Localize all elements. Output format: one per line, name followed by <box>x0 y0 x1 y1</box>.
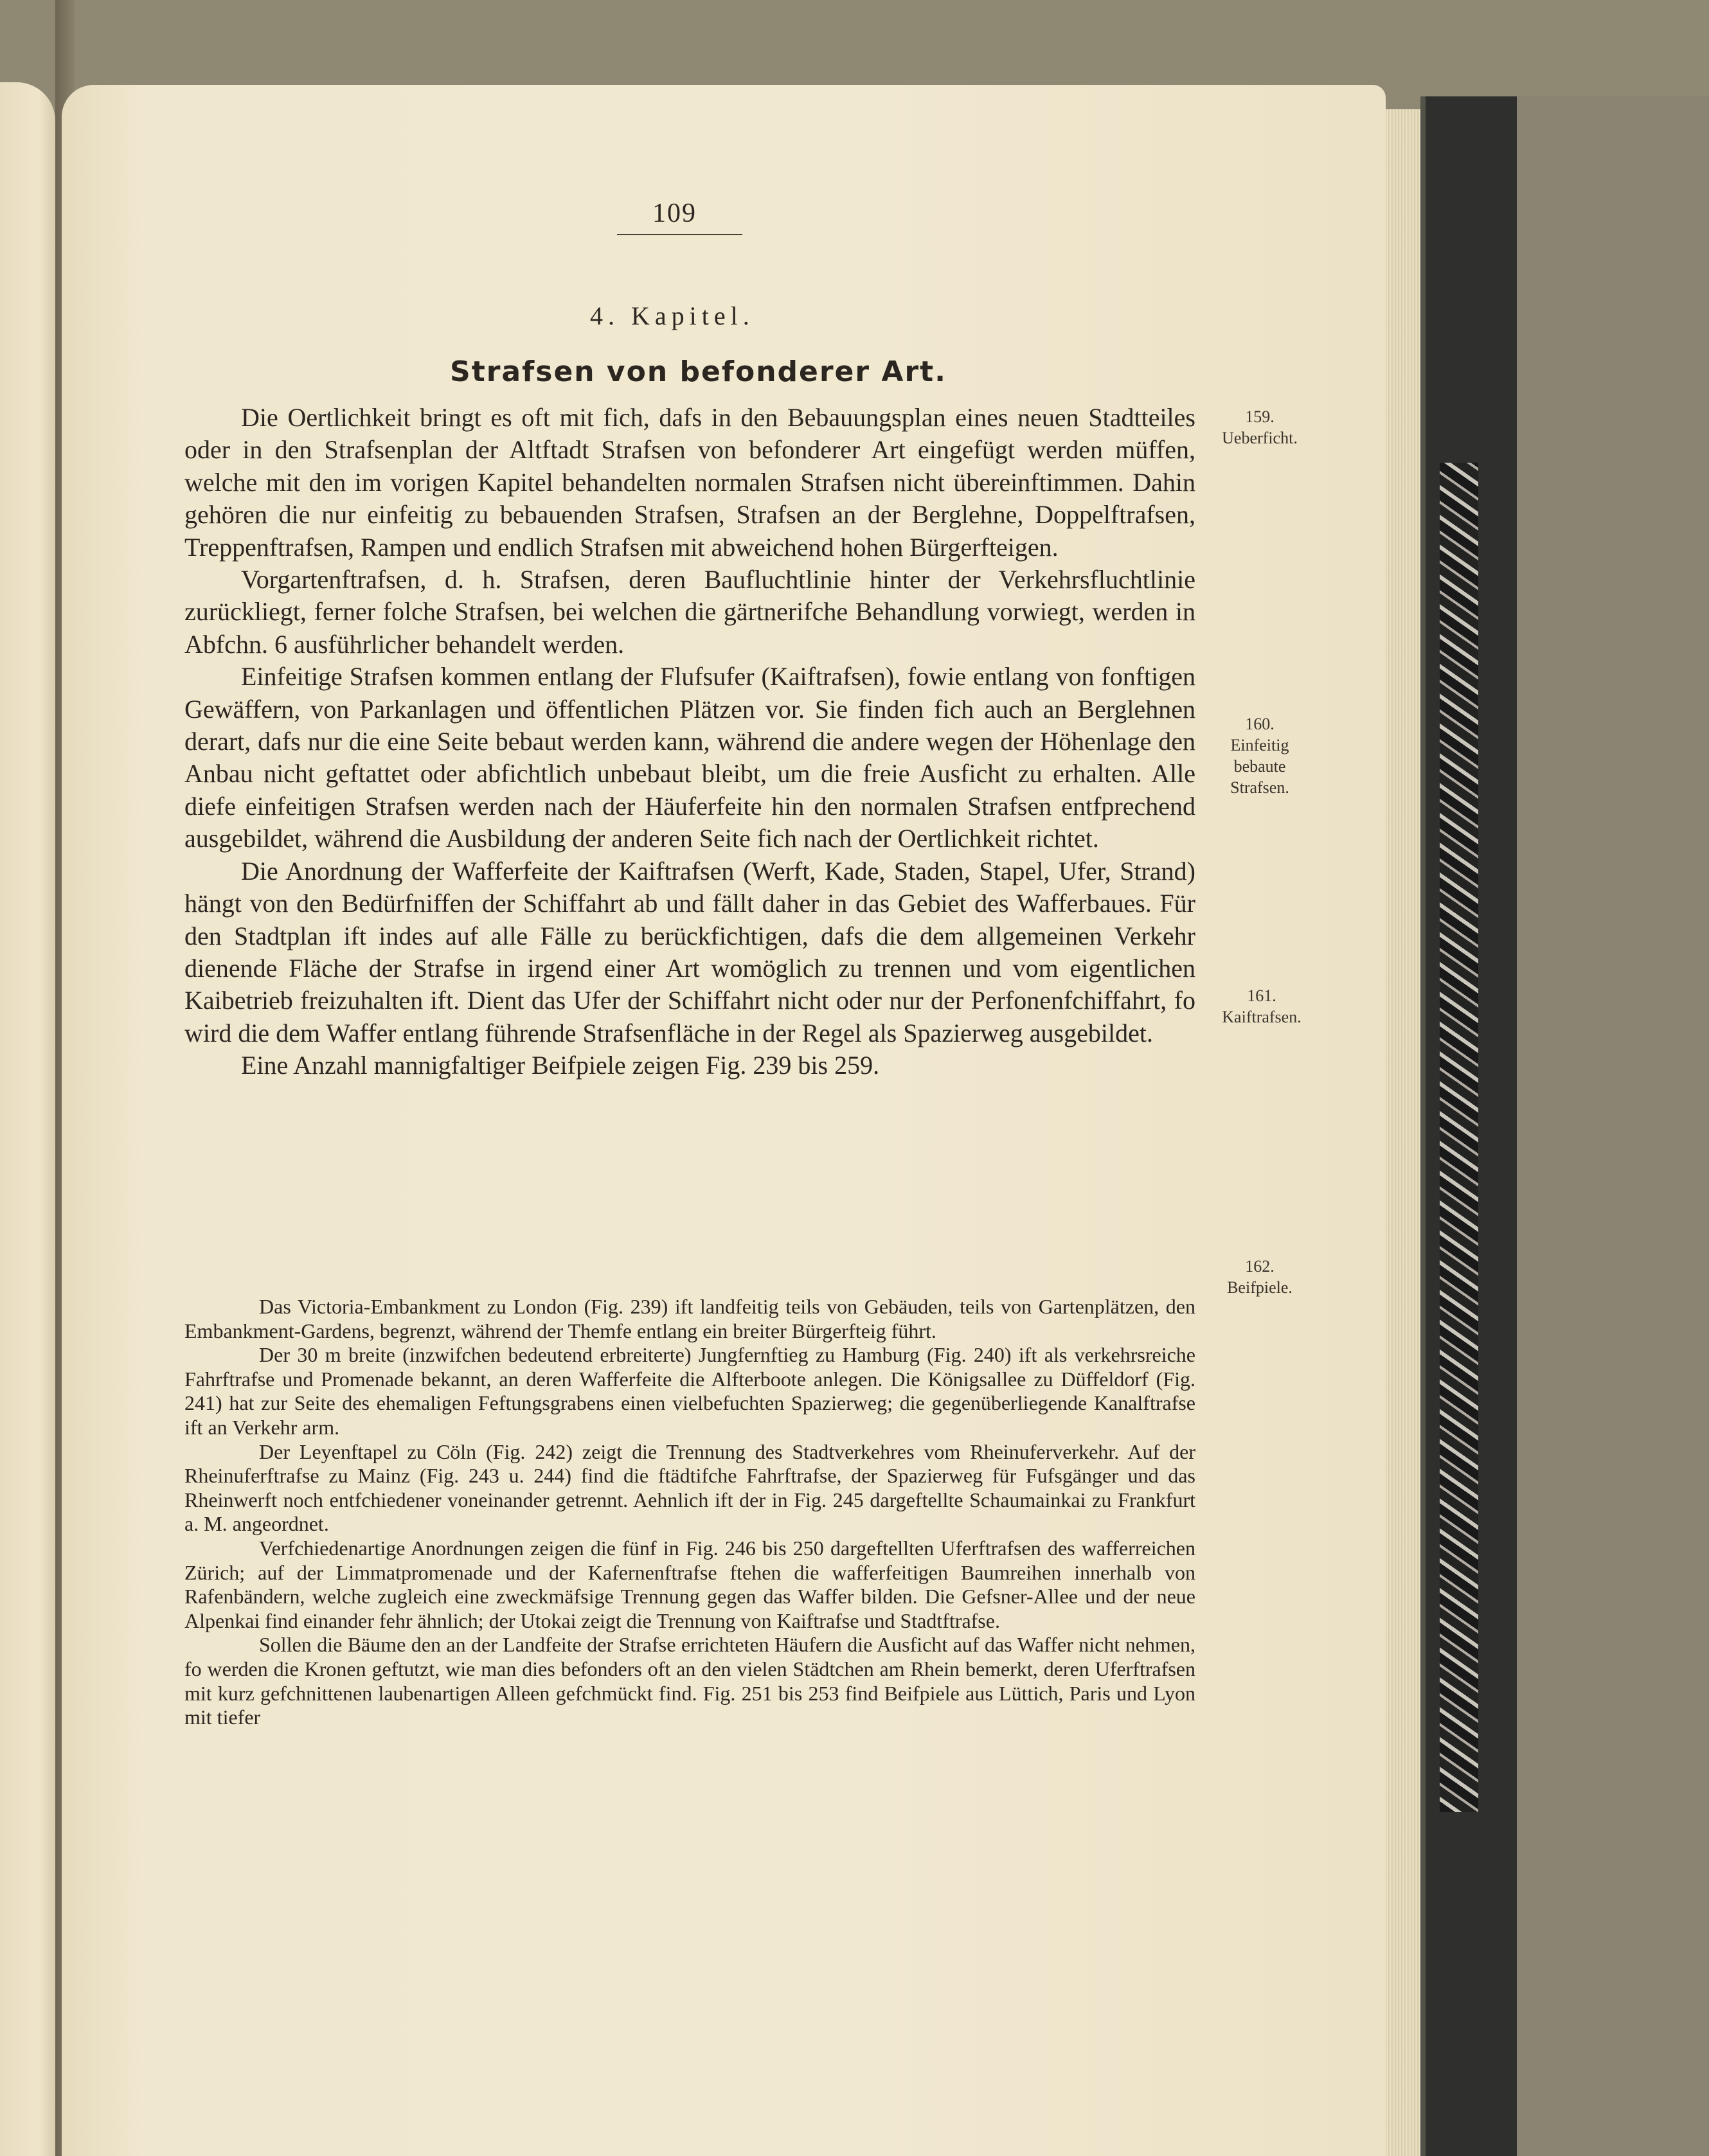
margin-note-label: Beifpiele. <box>1227 1278 1293 1297</box>
paragraph-overview: Die Oertlichkeit bringt es oft mit fich, dafs in den Bebauungsplan eines neuen Stadtteiles oder in den Strafsenplan der Altftadt Strafsen von befonderer Art eingefügt werden müffen, welche mit den im vorigen Kapitel behandelten normalen Strafsen nicht übereinftimmen. Dahin gehören die nur einfeitig zu bebauenden Strafsen, Strafsen an der Berglehne, Doppelftrafsen, Treppenftrafsen, Rampen und endlich Strafsen mit abweichend hohen Bürgerfteigen. <box>184 403 1195 562</box>
margin-note-161 <box>1188 985 1336 1028</box>
margin-note-number: 162. <box>1245 1257 1275 1276</box>
small-paragraph-coeln: Der Leyenftapel zu Cöln (Fig. 242) zeigt die Trennung des Stadtverkehres vom Rheinuferverkehr. Auf der Rheinuferftrafse zu Mainz (Fig. 243 u. 244) find die ftädtifche Fahrftrafse, der Spazierweg für Fufsgänger und das Rheinwerft noch entfchiedener voneinander getrennt. Aehnlich ift der in Fig. 245 dargeftellte Schaumainkai zu Frankfurt a. M. angeordnet. <box>184 1439 1195 1536</box>
paragraph-kaistrassen: Die Anordnung der Wafferfeite der Kaiftrafsen (Werft, Kade, Staden, Stapel, Ufer, Strand) hängt von den Bedürfniffen der Schiffahrt ab und fällt daher in das Gebiet des Wafferbaues. Für den Stadtplan ift indes auf alle Fälle zu berückfichtigen, dafs die dem allgemeinen Verkehr dienende Fläche der Strafse in irgend einer Art womöglich zu trennen und vom eigentlichen Kaibetrieb freizuhalten ift. Dient das Ufer der Schiffahrt nicht oder nur der Perfonenfchiffahrt, fo wird die dem Waffer entlang führende Strafsenfläche in der Regel als Spazierweg ausgebildet. <box>184 856 1195 1047</box>
small-paragraph-baeume: Sollen die Bäume den an der Landfeite der Strafse errichteten Häufern die Ausficht auf das Waffer nicht nehmen, fo werden die Kronen geftutzt, wie man dies befonders oft an den vielen Städtchen am Rhein bemerkt, deren Uferftrafsen mit kurz gefchnittenen laubenartigen Alleen gefchmückt find. Fig. 251 bis 253 find Beifpiele aus Lüttich, Paris und Lyon mit tiefer <box>184 1633 1195 1729</box>
margin-note-number: 159. <box>1245 407 1275 426</box>
margin-note-160 <box>1218 713 1302 798</box>
marbled-cover-edge <box>1440 463 1478 1812</box>
left-page-edge <box>0 82 55 2156</box>
margin-note-159 <box>1195 406 1324 449</box>
margin-note-label: Ueberficht. <box>1222 429 1298 447</box>
page-edges <box>1386 109 1424 2156</box>
small-paragraph-hamburg: Der 30 m breite (inzwifchen bedeutend erbreiterte) Jungfernftieg zu Hamburg (Fig. 240) ift als verkehrsreiche Fahrftrafse und Promenade bekannt, an deren Wafferfeite die Alfterboote anlegen. Die Königsallee zu Düffeldorf (Fig. 241) hat zur Seite des ehemaligen Feftungsgrabens einen vielbefuchten Spazierweg; die gegenüberliegende Kanalftrafse ift an Verkehr arm. <box>184 1343 1195 1439</box>
paragraph-vorgarten: Vorgartenftrafsen, d. h. Strafsen, deren Baufluchtlinie hinter der Verkehrsfluchtlinie zurückliegt, ferner folche Strafsen, bei welchen die gärtnerifche Behandlung vorwiegt, werden in Abfchn. 6 ausführlicher behandelt werden. <box>184 565 1195 659</box>
body-text <box>184 402 1195 1082</box>
paragraph-einseitig: Einfeitige Strafsen kommen entlang der Flufsufer (Kaiftrafsen), fowie entlang von fonftigen Gewäffern, von Parkanlagen und öffentlichen Plätzen vor. Sie finden fich auch an Berglehnen derart, dafs nur die eine Seite bebaut werden kann, während die andere wegen der Höhenlage den Anbau nicht geftattet oder abfichtlich unbebaut bleibt, um die freie Ausficht zu erhalten. Alle diefe einfeitigen Strafsen werden nach der Häuferfeite hin den normalen Strafsen entfprechend ausgebildet, während die Ausbildung der anderen Seite fich nach der Oertlichkeit richtet. <box>184 662 1195 853</box>
page-number-rule <box>617 234 742 235</box>
margin-note-number: 160. <box>1245 715 1275 733</box>
chapter-heading: 4. Kapitel. <box>590 301 755 330</box>
margin-note-label: Einfeitig bebaute Strafsen. <box>1230 736 1289 797</box>
small-print-text <box>184 1295 1195 1730</box>
paragraph-beispiele: Eine Anzahl mannigfaltiger Beifpiele zeigen Fig. 239 bis 259. <box>241 1051 880 1080</box>
margin-note-number: 161. <box>1247 986 1276 1005</box>
small-paragraph-zuerich: Verfchiedenartige Anordnungen zeigen die fünf in Fig. 246 bis 250 dargeftellten Uferftrafsen des wafferreichen Zürich; auf der Limmatpromenade und der Kafernenftrafse ftehen die wafferfeitigen Baumreihen innerhalb von Rafenbändern, welche zugleich eine zweckmäfsige Trennung gegen das Waffer bilden. Die Gefsner-Allee und der neue Alpenkai find einander fehr ähnlich; der Utokai zeigt die Trennung von Kaiftrafse und Stadtftrafse. <box>184 1536 1195 1632</box>
small-paragraph-london: Das Victoria-Embankment zu London (Fig. 239) ift landfeitig teils von Gebäuden, teils von Gartenplätzen, den Embankment-Gardens, begrenzt, während der Themfe entlang ein breiter Bürgerfteig führt. <box>184 1295 1195 1342</box>
page-number: 109 <box>652 199 697 228</box>
margin-note-label: Kaiftrafsen. <box>1222 1008 1302 1026</box>
scan-background <box>1517 96 1709 2156</box>
page-title: Strafsen von befonderer Art. <box>450 355 947 388</box>
book-page <box>62 85 1386 2156</box>
margin-note-162 <box>1195 1256 1324 1298</box>
